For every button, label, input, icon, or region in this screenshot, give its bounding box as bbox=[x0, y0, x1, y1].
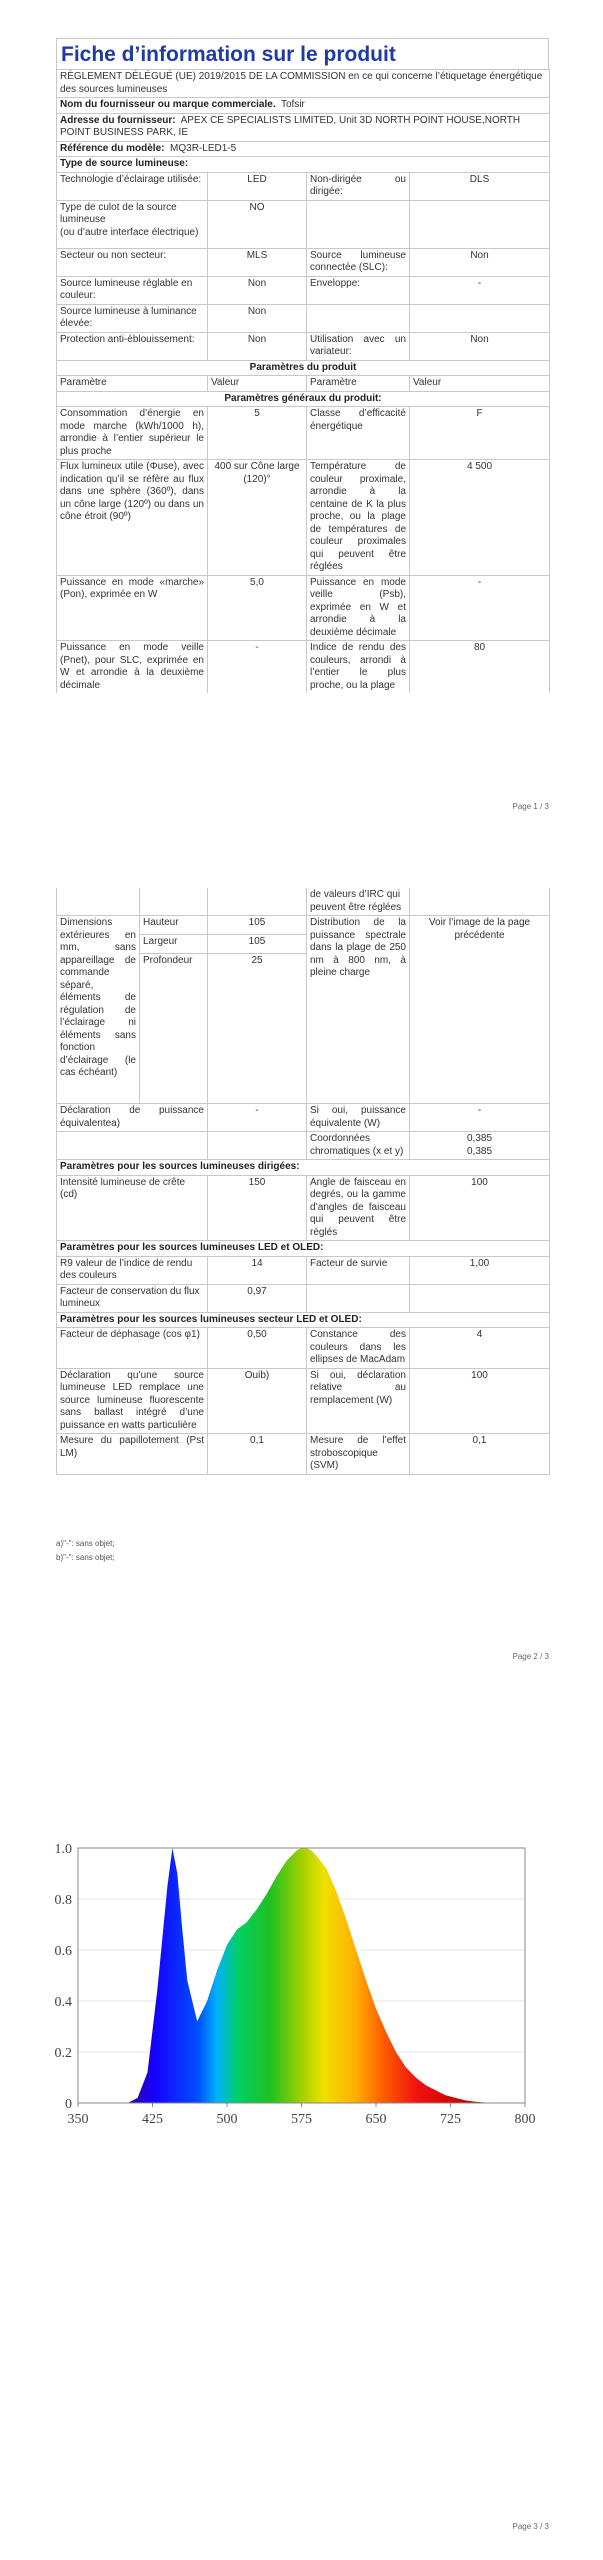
general-row: Consommation d’énergie en mode marche (kWh/1000 h), arrondie à l’entier supérieur le plus proche 5 Classe d’efficacité énergétique F bbox=[57, 407, 550, 460]
directed-heading: Paramètres pour les sources lumineuses dirigées: bbox=[57, 1160, 550, 1176]
x-tick-label: 425 bbox=[142, 2112, 163, 2127]
dimensions-row: Dimensions extérieures en mm, sans appareillage de commande séparé, éléments de régulation de l’éclairage ni éléments sans fonction d’éclairage (le cas échéant) Hauteur 105 Distribution de la puissance spectrale dans la plage de 250 nm à 800 nm, à pleine charge Voir l’image de la page précédente bbox=[57, 916, 550, 935]
regulation-text: RÈGLEMENT DÉLÉGUÉ (UE) 2019/2015 DE LA COMMISSION en ce qui concerne l’étiquetage énergétique des sources lumineuses bbox=[57, 70, 550, 98]
y-tick-label: 0 bbox=[65, 2097, 72, 2112]
x-tick-label: 350 bbox=[67, 2112, 89, 2127]
dimensions-row: Largeur 105 bbox=[57, 935, 550, 954]
source-type-heading: Type de source lumineuse: bbox=[57, 157, 550, 173]
led-row: Facteur de conservation du flux lumineux 0,97 bbox=[57, 1284, 550, 1312]
general-row: Puissance en mode «marche» (Pon), exprimée en W 5,0 Puissance en mode veille (Psb), exprimée en W et arrondie à la deuxième décimale - bbox=[57, 575, 550, 641]
y-tick-label: 1.0 bbox=[54, 1842, 72, 1857]
y-tick-label: 0.2 bbox=[54, 2046, 72, 2061]
spectrum-area bbox=[78, 1848, 525, 2103]
footnotes bbox=[56, 1537, 549, 1565]
address-row: Adresse du fournisseur: APEX CE SPECIALISTS LIMITED, Unit 3D NORTH POINT HOUSE,NORTH POINT BUSINESS PARK, IE bbox=[57, 113, 550, 141]
footnote-b: b)"-": sans objet; bbox=[56, 1553, 115, 1562]
x-tick-label: 500 bbox=[216, 2112, 238, 2127]
header-row: Paramètre Valeur Paramètre Valeur bbox=[57, 376, 550, 392]
x-tick-label: 725 bbox=[440, 2112, 461, 2127]
page-2 bbox=[56, 888, 549, 1475]
model-row: Référence du modèle: MQ3R-LED1-5 bbox=[57, 141, 550, 157]
general-params-heading: Paramètres généraux du produit: bbox=[57, 391, 550, 407]
mains-row: Mesure du papillotement (Pst LM) 0,1 Mesure de l’effet stroboscopique (SVM) 0,1 bbox=[57, 1434, 550, 1475]
title-bar bbox=[56, 38, 549, 69]
led-row: R9 valeur de l’indice de rendu des couleurs 14 Facteur de survie 1,00 bbox=[57, 1256, 550, 1284]
source-row: Type de culot de la source lumineuse (ou d’autre interface électrique) NO bbox=[57, 200, 550, 248]
x-tick-label: 575 bbox=[291, 2112, 312, 2127]
page-number-3: Page 3 / 3 bbox=[512, 2522, 549, 2531]
footnote-a: a)"-": sans objet; bbox=[56, 1539, 115, 1548]
spectrum-svg bbox=[40, 1840, 550, 2140]
source-row: Secteur ou non secteur: MLS Source lumineuse connectée (SLC): Non bbox=[57, 248, 550, 276]
led-heading: Paramètres pour les sources lumineuses LED et OLED: bbox=[57, 1241, 550, 1257]
general-row: Flux lumineux utile (Φuse), avec indication qu’il se réfère au flux dans une sphère (360º), dans un cône large (120º) ou dans un cône étroit (90º) 400 sur Cône large (120)° Température de couleur proximale, arrondie à la centaine de K la plus proche, ou la plage de températures de couleur proximales qui peuvent être réglées 4 500 bbox=[57, 460, 550, 576]
source-row: Technologie d’éclairage utilisée: LED Non-dirigée ou dirigée: DLS bbox=[57, 172, 550, 200]
y-tick-label: 0.6 bbox=[54, 1944, 72, 1959]
info-table-page1 bbox=[56, 69, 550, 693]
supplier-row: Nom du fournisseur ou marque commerciale. Tofsir bbox=[57, 98, 550, 114]
continued-row: de valeurs d’IRC qui peuvent être réglées bbox=[57, 888, 550, 916]
dimensions-row: Profondeur 25 bbox=[57, 954, 550, 1104]
spectrum-chart bbox=[40, 1840, 550, 2140]
page-number-2: Page 2 / 3 bbox=[512, 1652, 549, 1661]
x-tick-label: 650 bbox=[365, 2112, 387, 2127]
info-table-page2 bbox=[56, 888, 550, 1475]
product-params-heading: Paramètres du produit bbox=[57, 360, 550, 376]
equiv-row: Déclaration de puissance équivalentea) - Si oui, puissance équivalente (W) - bbox=[57, 1104, 550, 1132]
page-1 bbox=[56, 38, 549, 693]
general-row: Puissance en mode veille (Pnet), pour SLC, exprimée en W et arrondie à la deuxième décimale - Indice de rendu des couleurs, arrondi à l’entier le plus proche, ou la plage 80 bbox=[57, 641, 550, 694]
page-title: Fiche d’information sur le produit bbox=[61, 43, 396, 66]
page-number-1: Page 1 / 3 bbox=[512, 802, 549, 811]
mains-heading: Paramètres pour les sources lumineuses secteur LED et OLED: bbox=[57, 1312, 550, 1328]
source-row: Protection anti-éblouissement: Non Utilisation avec un variateur: Non bbox=[57, 332, 550, 360]
mains-row: Déclaration qu’une source lumineuse LED remplace une source lumineuse fluorescente sans ballast intégré d’une puissance en watts particulière Ouib) Si oui, déclaration relative au remplacement (W) 100 bbox=[57, 1368, 550, 1434]
equiv-row: Coordonnées chromatiques (x et y) 0,385 0,385 bbox=[57, 1132, 550, 1160]
source-row: Source lumineuse réglable en couleur: Non Enveloppe: - bbox=[57, 276, 550, 304]
source-row: Source lumineuse à luminance élevée: Non bbox=[57, 304, 550, 332]
directed-row: Intensité lumineuse de crête (cd) 150 Angle de faisceau en degrés, ou la gamme d’angles de faisceau qui peuvent être réglés 100 bbox=[57, 1175, 550, 1241]
y-tick-label: 0.8 bbox=[54, 1893, 72, 1908]
y-tick-label: 0.4 bbox=[54, 1995, 72, 2010]
mains-row: Facteur de déphasage (cos φ1) 0,50 Constance des couleurs dans les ellipses de MacAdam 4 bbox=[57, 1328, 550, 1369]
x-tick-label: 800 bbox=[514, 2112, 536, 2127]
